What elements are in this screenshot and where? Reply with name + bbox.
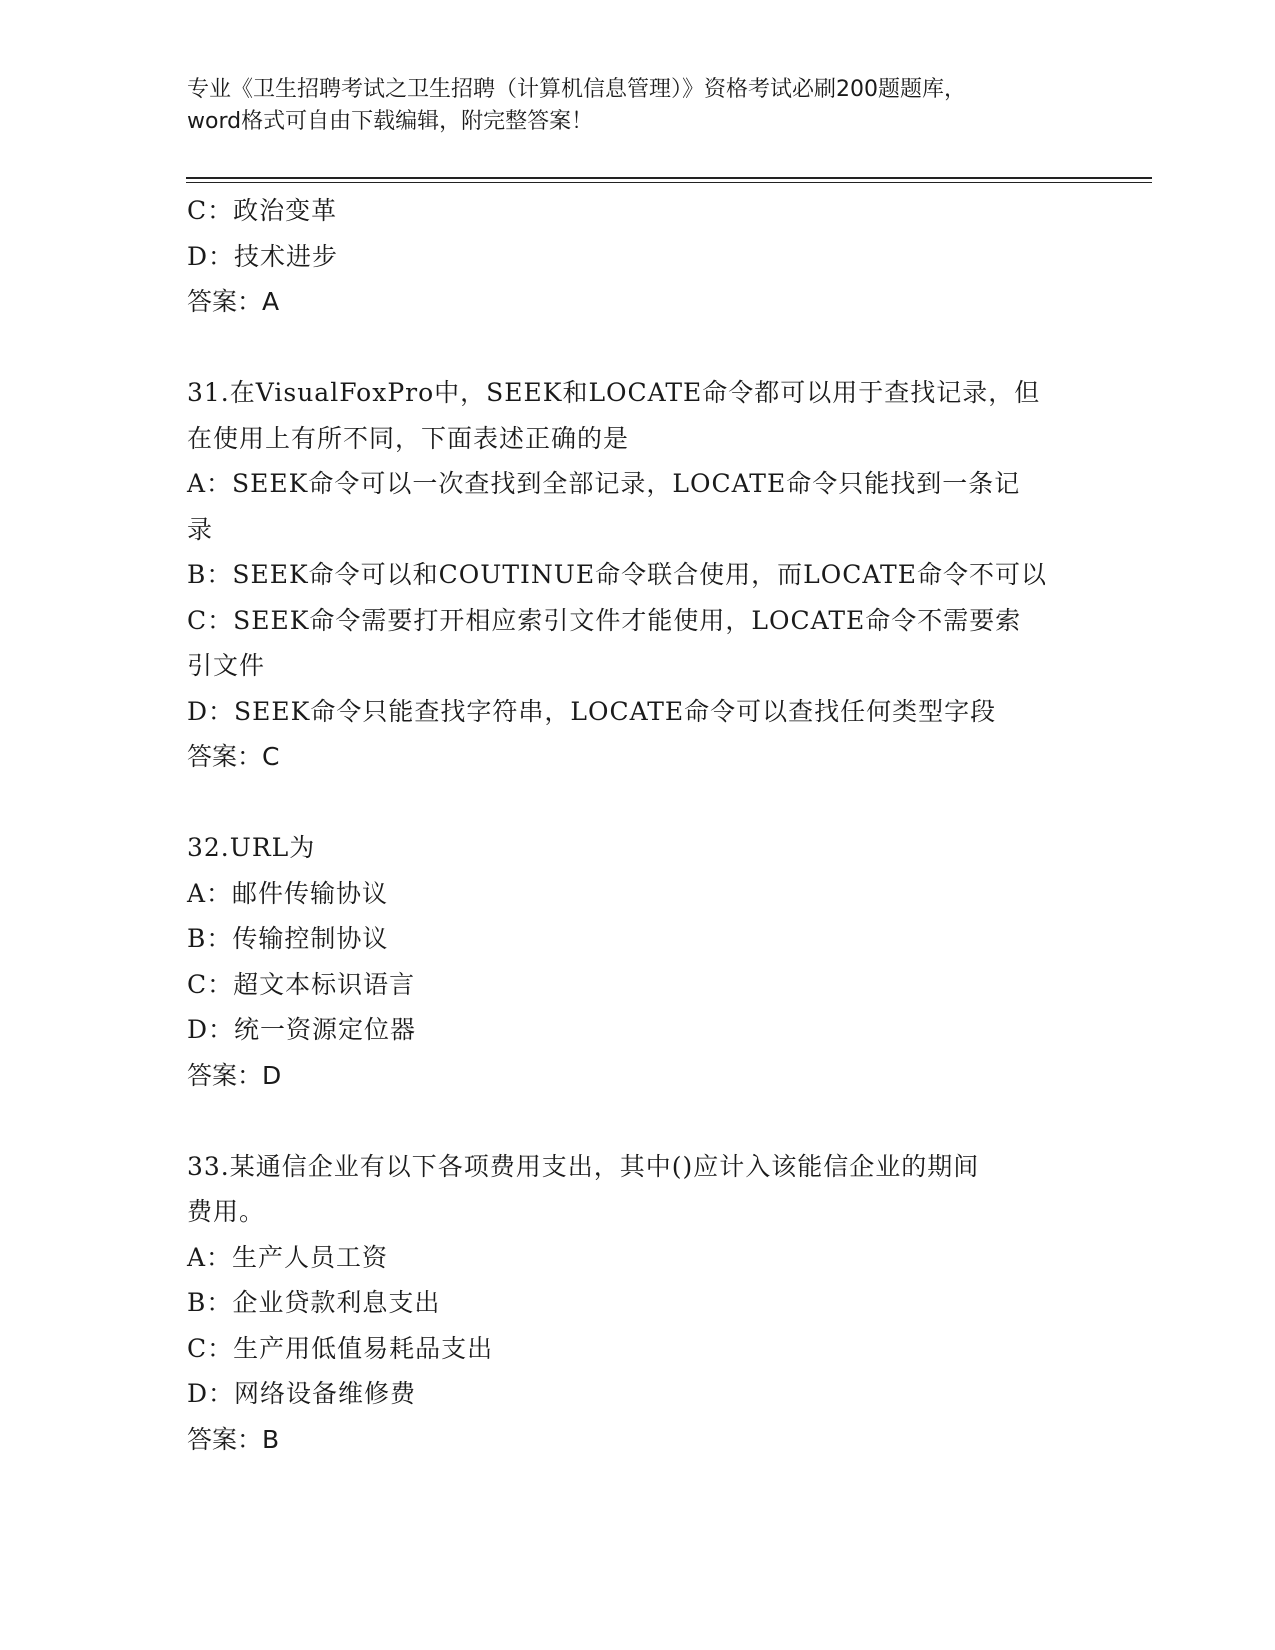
option-a: A：邮件传输协议 bbox=[187, 878, 389, 908]
option-c: C：生产用低值易耗品支出 bbox=[187, 1333, 494, 1363]
question-32 bbox=[187, 825, 1087, 1098]
question-stem-continued: 费用。 bbox=[187, 1197, 266, 1226]
spacer bbox=[187, 780, 1087, 826]
option-c: C：SEEK命令需要打开相应索引文件才能使用，LOCATE命令不需要索 bbox=[187, 605, 1022, 635]
header-divider-thick bbox=[186, 177, 1152, 179]
question-31 bbox=[187, 370, 1087, 780]
document-header bbox=[187, 74, 1087, 138]
option-b: B：传输控制协议 bbox=[187, 924, 389, 953]
question-stem: 31.在VisualFoxPro中，SEEK和LOCATE命令都可以用于查找记录，但 bbox=[187, 378, 1041, 407]
option-b: B：企业贷款利息支出 bbox=[187, 1288, 441, 1317]
question-content bbox=[187, 188, 1087, 1462]
option-d: D：统一资源定位器 bbox=[187, 1015, 417, 1044]
header-divider-thin bbox=[186, 182, 1152, 183]
option-d: D：SEEK命令只能查找字符串，LOCATE命令可以查找任何类型字段 bbox=[187, 696, 997, 726]
question-33 bbox=[187, 1144, 1087, 1463]
answer: 答案：A bbox=[187, 287, 280, 316]
answer: 答案：C bbox=[187, 742, 280, 771]
header-line-2: word格式可自由下载编辑，附完整答案！ bbox=[187, 109, 594, 134]
question-stem: 32.URL为 bbox=[187, 833, 316, 862]
option-b: B：SEEK命令可以和COUTINUE命令联合使用，而LOCATE命令不可以 bbox=[187, 560, 1047, 589]
option-d: D：技术进步 bbox=[187, 241, 339, 271]
option-c: C：政治变革 bbox=[187, 196, 338, 225]
spacer bbox=[187, 325, 1087, 371]
answer: 答案：B bbox=[187, 1424, 280, 1454]
option-c: C：超文本标识语言 bbox=[187, 969, 416, 999]
header-line-1: 专业《卫生招聘考试之卫生招聘（计算机信息管理）》资格考试必刷200题题库， bbox=[187, 77, 966, 102]
answer: 答案：D bbox=[187, 1060, 282, 1090]
option-c-continued: 引文件 bbox=[187, 651, 266, 680]
option-a-continued: 录 bbox=[187, 514, 214, 544]
option-d: D：网络设备维修费 bbox=[187, 1379, 417, 1408]
question-stem: 33.某通信企业有以下各项费用支出，其中()应计入该能信企业的期间 bbox=[187, 1151, 980, 1181]
question-30-tail bbox=[187, 188, 1087, 325]
option-a: A：生产人员工资 bbox=[187, 1242, 389, 1272]
question-stem-continued: 在使用上有所不同，下面表述正确的是 bbox=[187, 423, 630, 453]
option-a: A：SEEK命令可以一次查找到全部记录，LOCATE命令只能找到一条记 bbox=[187, 469, 1021, 498]
spacer bbox=[187, 1098, 1087, 1144]
